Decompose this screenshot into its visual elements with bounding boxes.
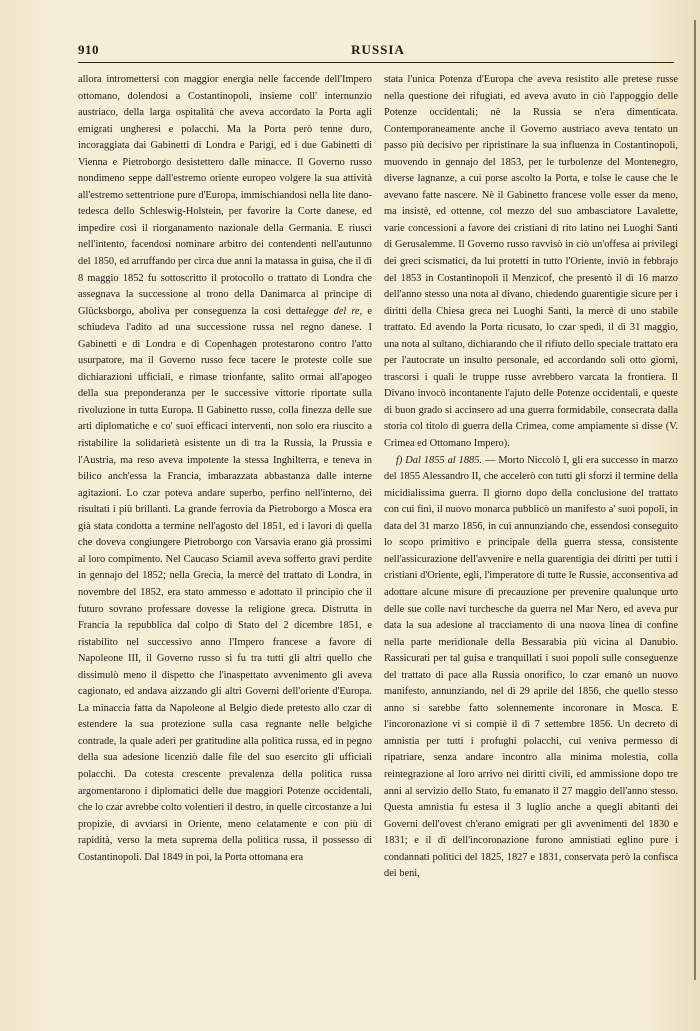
right-column (384, 72, 678, 1010)
left-text-part-1: allora intromettersi con maggior energia nelle faccende dell'Impero ottomano, dolendosi a Costantinopoli, insieme coll' internunzio austriaco, della larga ospitalità che aveva accordato la Porta agli emigrati ungheresi e polacchi. Ma la Porta però tenne duro, incoraggiata dai Gabinetti di Londra e Parigi, ed i due Gabinetti di Vienna e Pietroborgo desistettero dalle minacce. Il Governo russo nondimeno seppe dall'estremo oriente europeo volgere la sua attività all'estremo settentrione pure d'Europa, immischiandosi nella lite dano-tedesca dello Schleswig-Holstein, per favorire la Corte danese, ed impedire così il riorganamento nazionale della Germania. E riuscì nell'intento, facendosi nominare arbitro dei contendenti nell'autunno del 1850, ed arruffando per circa due anni la matassa in guisa, che il dì 8 maggio 1852 fu sottoscritto il protocollo o trattato di Londra che assegnava la successione al trono della Danimarca al principe di Glücksborgo, aboliva per conseguenza la così detta (78, 74, 372, 317)
text-columns (78, 72, 678, 1012)
running-head: RUSSIA (351, 42, 405, 57)
right-paragraph-2-text: — Morto Niccolò I, gli era successo in marzo del 1855 Alessandro II, che accelerò con tutti gli sforzi il termine della micidialissima guerra. Il giorno dopo della conclusione del trattato con cui finì, il nuovo monarca pubblicò un manifesto a' suoi popoli, in data del 31 marzo 1856, in cui annunziando che, essendosi conseguito lo scopo primitivo e principale della guerra stessa, consistente nell'assicurazione dell'avvenire e nella guarentigia dei diritti per tutti i cristiani d'Oriente, egli, l'imperatore di tutte le Russie, acconsentiva ad adottare alcune misure di precauzione per prevenire qualunque urto delle sue colle navi turchesche da guerra nel Mar Nero, ed aveva pur data la sua adesione al tracciamento di una nuova linea di confine nella parte meridionale della Bessarabia più vicina al Danubio. Rassicurati per tal guisa e tranquillati i suoi popoli sulle conseguenze del trattato di pace alla Russia onorifico, lo czar emanò un nuovo manifesto, annunziando, nel dì 29 aprile del 1856, che quello stesso anno si sarebbe fatto solennemente incoronare in Mosca. E l'incoronazione vi si compiè il dì 7 settembre 1856. Un decreto di amnistia per tutti i profughi polacchi, cui veniva permesso di ripatriare, senza andare incontro alla minima molestia, colla reintegrazione al loro arrivo nei diritti civili, ed ammissione dopo tre anni al servizio dello Stato, fu emanato il 27 maggio dell'anno stesso. Questa amnistia fu estesa il 3 luglio anche a quegli abitanti dei Governi dell'ovest ch'erano emigrati per gli avvenimenti del 1830 e 1831; e il dì dell'incoronazione furono amnistiati eglino pure i condannati politici del 1825, 1827 e 1831, conservata però la confisca dei beni, (384, 454, 678, 880)
header-rule (78, 62, 674, 63)
right-column-paragraph-2 (384, 453, 678, 883)
left-column-paragraph (78, 72, 372, 866)
page-header (78, 42, 678, 62)
left-text-part-2: , e schiudeva l'adito ad una successione russa nel regno danese. I Gabinetti e di Londra e di Copenhagen protestarono contro l'atto usurpatore, ma il Governo russo fece tacere le proteste colle sue dichiarazioni ufficiali, e rimase trionfante, salito ormai all'apogeo della sua preponderanza per le successive vittorie riportate sulla rivoluzione in tutta Europa. Il Gabinetto russo, colla finezza delle sue arti diplomatiche e co' suoi efficaci interventi, non solo era riuscito a ristabilire la solidarietà esistente un dì tra la Russia, la Prussia e l'Austria, ma reso aveva impotente la stessa Inghilterra, e teneva in bilico anch'essa la Francia, imbarazzata abbastanza dalle interne agitazioni. Lo czar poteva andare superbo, perfino nell'interno, dei risultati i più brillanti. La grande ferrovia da Pietroborgo a Mosca era già stata condotta a termine nell'agosto del 1851, ed i lavori di quella che doveva congiungere Pietroborgo con Varsavia erano già prossimi al loro compimento. Nel Caucaso Sciamil aveva sofferto gravi perdite in gennajo del 1852; nella Grecia, la mercè del trattato di Londra, in novembre del 1852, era stato ammesso e adottato il principio che il futuro sovrano professare dovesse la religione greca. Distrutta in Francia la repubblica dal colpo di Stato del 2 dicembre 1851, e ristabilito nel successivo anno l'Impero francese a favore di Napoleone III, il Governo russo si fu tra tutti gli altri quello che dissimulò meno il dispetto che l'inaspettato avvenimento gli aveva cagionato, ed andava aizzando gli altri Governi dell'oriente d'Europa. La minaccia fatta da Napoleone al Belgio diede pretesto allo czar di estendere la sua protezione sulla casa regnante nelle belgiche contrade, la quale aderì per gratitudine alla politica russa, ed in pegno della sua adesione licenziò dalle file del suo esercito gli ufficiali polacchi. Da cotesta crescente prevalenza della politica russa argomentarono i diplomatici delle due maggiori Potenze occidentali, che lo czar avrebbe colto volentieri il destro, in quelle circostanze a lui propizie, di avviarsi in Oriente, meno celatamente e con più di rapidità, verso la meta suprema della politica russa, il possesso di Costantinopoli. Dal 1849 in poi, la Porta ottomana era (78, 305, 372, 863)
right-column-paragraph-1: stata l'unica Potenza d'Europa che aveva resistito alle pretese russe nella questione dei rifugiati, ed aveva avuto in ciò l'appoggio delle Potenze occidentali; nè la Russia se n'era dimenticata. Contemporaneamente anche il Governo austriaco aveva tentato un passo più decisivo per ripristinare la sua influenza in Costantinopoli, muovendo in gennajo del 1853, per le turbolenze del Montenegro, diverse lagnanze, a cui porse ascolto la Porta, e tolse le cause che le avevano fatte nascere. Nè il Gabinetto francese volle esser da meno, ma insistè, ed ottenne, col mezzo del suo ambasciatore Lavalette, varie concessioni a favore dei cristiani di rito latino nei Luoghi Santi di Gerusalemme. Il Governo russo ravvisò in ciò un'offesa ai privilegi dei greci scismatici, da lui protetti in tutto l'Oriente, inviò in febbrajo del 1853 in Costantinopoli il Menzicof, che presentò il dì 16 marzo dell'anno stesso una nota al divano, chiedendo guarentigie sicure per i diritti della Chiesa greca nei Luoghi Santi, la mercè di uno stabile trattato. Ed avendo la Porta ricusato, lo czar spedì, il dì 31 maggio, una nota al sultano, dichiarando che il rifiuto dello speciale trattato era per l'autocrate un insulto personale, ed accordando soli otto giorni, trascorsi i quali le truppe russe avrebbero varcata la frontiera. Il Divano invocò incontanente l'ajuto delle Potenze occidentali, e queste di buon grado si accinsero ad una guerra formidabile, consecrata dalla storia col titolo di guerra della Crimea, come ampiamente si disse (V. Crimea ed Ottomano Impero). (384, 74, 678, 450)
left-column (78, 72, 372, 1010)
left-text-italic-term: legge del re (306, 305, 360, 317)
section-heading-italic: f) Dal 1855 al 1885. (396, 454, 483, 466)
page-edge-shadow (694, 20, 696, 980)
page-number: 910 (78, 42, 99, 57)
